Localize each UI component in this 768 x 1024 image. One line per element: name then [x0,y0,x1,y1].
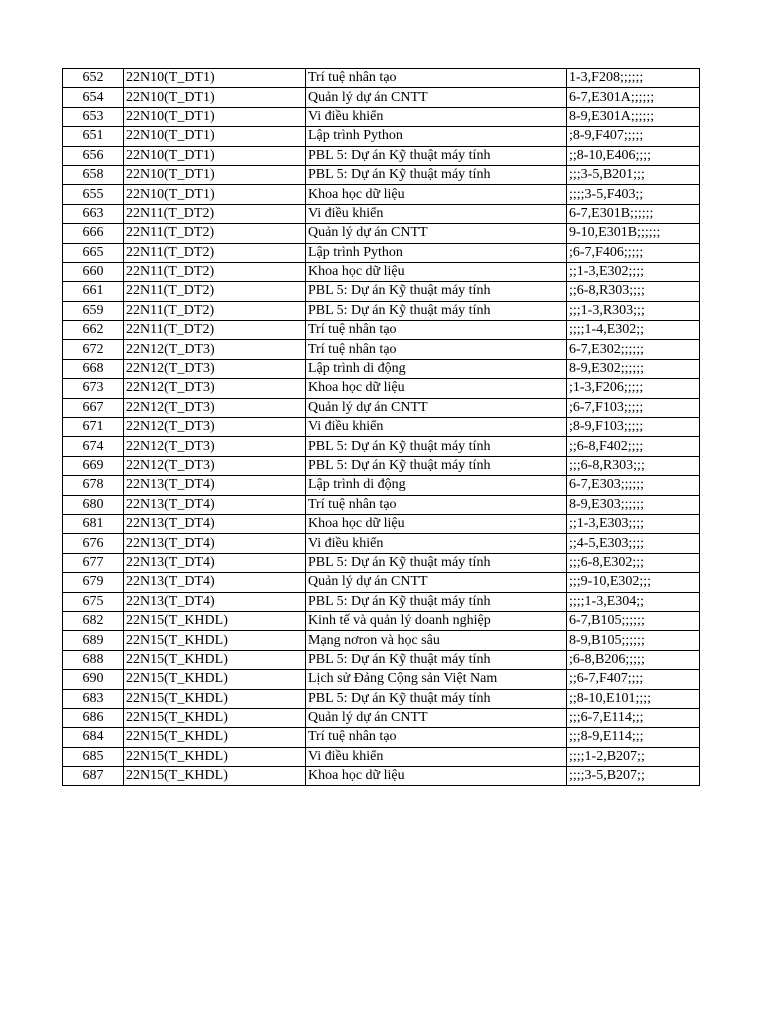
course-name-cell: Vi điều khiển [306,747,567,766]
course-id-cell: 663 [63,204,124,223]
course-name-cell: Trí tuệ nhân tạo [306,321,567,340]
course-id-cell: 651 [63,127,124,146]
course-name-cell: PBL 5: Dự án Kỹ thuật máy tính [306,301,567,320]
schedule-cell: ;;;;3-5,F403;; [567,185,700,204]
class-code-cell: 22N12(T_DT3) [124,418,306,437]
course-name-cell: Trí tuệ nhân tạo [306,495,567,514]
course-id-cell: 685 [63,747,124,766]
course-name-cell: PBL 5: Dự án Kỹ thuật máy tính [306,437,567,456]
class-code-cell: 22N12(T_DT3) [124,437,306,456]
course-name-cell: Khoa học dữ liệu [306,185,567,204]
table-row [63,456,700,475]
table-row [63,495,700,514]
course-name-cell: PBL 5: Dự án Kỹ thuật máy tính [306,146,567,165]
table-row [63,282,700,301]
course-name-cell: Quản lý dự án CNTT [306,573,567,592]
course-name-cell: Quản lý dự án CNTT [306,708,567,727]
table-row [63,224,700,243]
table-row [63,553,700,572]
course-id-cell: 655 [63,185,124,204]
schedule-cell: 6-7,E301A;;;;;; [567,88,700,107]
class-code-cell: 22N15(T_KHDL) [124,670,306,689]
class-code-cell: 22N13(T_DT4) [124,553,306,572]
class-code-cell: 22N12(T_DT3) [124,379,306,398]
course-id-cell: 677 [63,553,124,572]
table-row [63,592,700,611]
class-code-cell: 22N15(T_KHDL) [124,747,306,766]
schedule-cell: 1-3,F208;;;;;; [567,69,700,88]
class-code-cell: 22N15(T_KHDL) [124,650,306,669]
schedule-cell: 6-7,B105;;;;;; [567,611,700,630]
course-name-cell: Mạng nơron và học sâu [306,631,567,650]
table-row [63,631,700,650]
class-code-cell: 22N10(T_DT1) [124,146,306,165]
schedule-cell: ;;8-10,E101;;;; [567,689,700,708]
table-row [63,398,700,417]
schedule-cell: 8-9,E301A;;;;;; [567,107,700,126]
course-id-cell: 652 [63,69,124,88]
course-id-cell: 683 [63,689,124,708]
course-name-cell: Vi điều khiển [306,204,567,223]
schedule-cell: ;;1-3,E302;;;; [567,262,700,281]
course-name-cell: Vi điều khiển [306,107,567,126]
table-row [63,728,700,747]
course-name-cell: Vi điều khiển [306,418,567,437]
course-id-cell: 668 [63,359,124,378]
table-row [63,359,700,378]
class-code-cell: 22N10(T_DT1) [124,127,306,146]
course-name-cell: PBL 5: Dự án Kỹ thuật máy tính [306,282,567,301]
class-code-cell: 22N10(T_DT1) [124,88,306,107]
class-code-cell: 22N12(T_DT3) [124,398,306,417]
class-code-cell: 22N11(T_DT2) [124,243,306,262]
schedule-cell: 6-7,E303;;;;;; [567,476,700,495]
course-id-cell: 674 [63,437,124,456]
table-row [63,340,700,359]
class-code-cell: 22N15(T_KHDL) [124,631,306,650]
schedule-cell: ;;6-8,F402;;;; [567,437,700,456]
schedule-cell: ;;;;1-4,E302;; [567,321,700,340]
schedule-table [62,68,700,786]
table-row [63,146,700,165]
course-name-cell: Vi điều khiển [306,534,567,553]
schedule-cell: ;;;;3-5,B207;; [567,767,700,786]
course-name-cell: PBL 5: Dự án Kỹ thuật máy tính [306,592,567,611]
table-row [63,611,700,630]
schedule-cell: ;6-8,B206;;;;; [567,650,700,669]
table-row [63,747,700,766]
table-row [63,437,700,456]
schedule-cell: 8-9,E303;;;;;; [567,495,700,514]
course-id-cell: 675 [63,592,124,611]
table-row [63,107,700,126]
course-id-cell: 678 [63,476,124,495]
course-name-cell: Quản lý dự án CNTT [306,224,567,243]
schedule-cell: ;;1-3,E303;;;; [567,514,700,533]
course-name-cell: Trí tuệ nhân tạo [306,728,567,747]
class-code-cell: 22N10(T_DT1) [124,107,306,126]
schedule-cell: ;;;1-3,R303;;; [567,301,700,320]
table-row [63,534,700,553]
course-name-cell: Kinh tế và quản lý doanh nghiệp [306,611,567,630]
table-row [63,165,700,184]
course-id-cell: 681 [63,514,124,533]
class-code-cell: 22N12(T_DT3) [124,340,306,359]
course-name-cell: Khoa học dữ liệu [306,767,567,786]
course-name-cell: PBL 5: Dự án Kỹ thuật máy tính [306,689,567,708]
table-row [63,262,700,281]
course-name-cell: Lập trình Python [306,243,567,262]
class-code-cell: 22N11(T_DT2) [124,204,306,223]
table-row [63,185,700,204]
table-row [63,301,700,320]
course-id-cell: 653 [63,107,124,126]
schedule-cell: ;8-9,F103;;;;; [567,418,700,437]
class-code-cell: 22N12(T_DT3) [124,456,306,475]
class-code-cell: 22N15(T_KHDL) [124,728,306,747]
course-id-cell: 686 [63,708,124,727]
course-id-cell: 669 [63,456,124,475]
course-id-cell: 684 [63,728,124,747]
course-name-cell: Trí tuệ nhân tạo [306,340,567,359]
class-code-cell: 22N11(T_DT2) [124,321,306,340]
course-id-cell: 656 [63,146,124,165]
course-id-cell: 661 [63,282,124,301]
class-code-cell: 22N13(T_DT4) [124,573,306,592]
course-id-cell: 673 [63,379,124,398]
schedule-cell: 8-9,E302;;;;;; [567,359,700,378]
table-row [63,708,700,727]
course-name-cell: Khoa học dữ liệu [306,514,567,533]
class-code-cell: 22N13(T_DT4) [124,592,306,611]
class-code-cell: 22N11(T_DT2) [124,282,306,301]
class-code-cell: 22N15(T_KHDL) [124,708,306,727]
table-row [63,243,700,262]
class-code-cell: 22N11(T_DT2) [124,301,306,320]
class-code-cell: 22N15(T_KHDL) [124,689,306,708]
course-name-cell: PBL 5: Dự án Kỹ thuật máy tính [306,553,567,572]
schedule-cell: ;6-7,F103;;;;; [567,398,700,417]
schedule-cell: ;;;8-9,E114;;; [567,728,700,747]
table-row [63,418,700,437]
schedule-cell: ;;;6-7,E114;;; [567,708,700,727]
course-id-cell: 689 [63,631,124,650]
schedule-cell: ;;8-10,E406;;;; [567,146,700,165]
schedule-cell: ;6-7,F406;;;;; [567,243,700,262]
course-name-cell: PBL 5: Dự án Kỹ thuật máy tính [306,165,567,184]
course-id-cell: 666 [63,224,124,243]
course-name-cell: Khoa học dữ liệu [306,379,567,398]
course-id-cell: 662 [63,321,124,340]
schedule-cell: ;;;3-5,B201;;; [567,165,700,184]
course-id-cell: 671 [63,418,124,437]
table-row [63,514,700,533]
schedule-cell: ;;;6-8,R303;;; [567,456,700,475]
course-name-cell: Quản lý dự án CNTT [306,88,567,107]
course-id-cell: 672 [63,340,124,359]
course-name-cell: PBL 5: Dự án Kỹ thuật máy tính [306,650,567,669]
course-name-cell: Lập trình di động [306,476,567,495]
schedule-cell: ;;4-5,E303;;;; [567,534,700,553]
course-name-cell: Lập trình Python [306,127,567,146]
course-id-cell: 676 [63,534,124,553]
course-id-cell: 667 [63,398,124,417]
course-id-cell: 690 [63,670,124,689]
table-row [63,476,700,495]
table-row [63,204,700,223]
course-id-cell: 687 [63,767,124,786]
class-code-cell: 22N13(T_DT4) [124,514,306,533]
course-name-cell: Trí tuệ nhân tạo [306,69,567,88]
class-code-cell: 22N15(T_KHDL) [124,767,306,786]
schedule-table-body [63,69,700,786]
schedule-cell: ;;;;1-3,E304;; [567,592,700,611]
table-row [63,767,700,786]
course-id-cell: 688 [63,650,124,669]
table-row [63,127,700,146]
class-code-cell: 22N15(T_KHDL) [124,611,306,630]
class-code-cell: 22N11(T_DT2) [124,224,306,243]
course-id-cell: 658 [63,165,124,184]
course-id-cell: 659 [63,301,124,320]
table-row [63,88,700,107]
table-row [63,670,700,689]
course-name-cell: Khoa học dữ liệu [306,262,567,281]
class-code-cell: 22N12(T_DT3) [124,359,306,378]
table-row [63,379,700,398]
class-code-cell: 22N10(T_DT1) [124,165,306,184]
course-id-cell: 654 [63,88,124,107]
table-row [63,689,700,708]
class-code-cell: 22N11(T_DT2) [124,262,306,281]
table-row [63,69,700,88]
schedule-cell: ;;6-8,R303;;;; [567,282,700,301]
class-code-cell: 22N13(T_DT4) [124,534,306,553]
schedule-cell: ;;;9-10,E302;;; [567,573,700,592]
class-code-cell: 22N10(T_DT1) [124,69,306,88]
class-code-cell: 22N13(T_DT4) [124,476,306,495]
schedule-cell: 9-10,E301B;;;;;; [567,224,700,243]
schedule-cell: ;;;6-8,E302;;; [567,553,700,572]
class-code-cell: 22N13(T_DT4) [124,495,306,514]
course-name-cell: Lịch sử Đảng Cộng sản Việt Nam [306,670,567,689]
table-row [63,573,700,592]
table-row [63,650,700,669]
table-row [63,321,700,340]
schedule-cell: ;;;;1-2,B207;; [567,747,700,766]
schedule-cell: ;;6-7,F407;;;; [567,670,700,689]
course-id-cell: 680 [63,495,124,514]
course-name-cell: Lập trình di động [306,359,567,378]
course-name-cell: Quản lý dự án CNTT [306,398,567,417]
course-id-cell: 679 [63,573,124,592]
schedule-cell: ;8-9,F407;;;;; [567,127,700,146]
course-id-cell: 682 [63,611,124,630]
class-code-cell: 22N10(T_DT1) [124,185,306,204]
course-id-cell: 660 [63,262,124,281]
course-name-cell: PBL 5: Dự án Kỹ thuật máy tính [306,456,567,475]
schedule-cell: 6-7,E302;;;;;; [567,340,700,359]
course-id-cell: 665 [63,243,124,262]
schedule-cell: ;1-3,F206;;;;; [567,379,700,398]
schedule-cell: 6-7,E301B;;;;;; [567,204,700,223]
schedule-cell: 8-9,B105;;;;;; [567,631,700,650]
